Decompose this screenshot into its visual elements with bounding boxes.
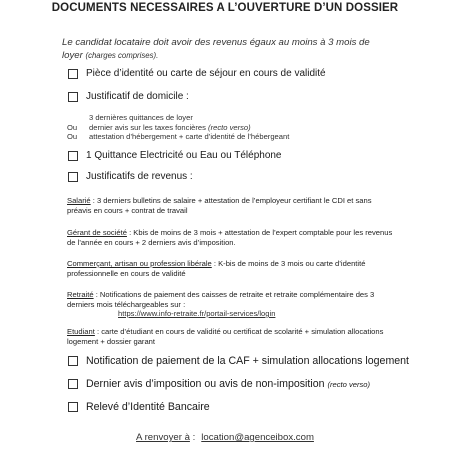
domicile-option-1: 3 dernières quittances de loyer — [89, 113, 193, 122]
domicile-options — [67, 113, 289, 142]
retraite-link-line — [118, 309, 378, 319]
intro-text — [62, 37, 370, 62]
checkbox-income[interactable] — [68, 172, 78, 182]
footer-email[interactable]: location@agenceibox.com — [201, 432, 314, 443]
checkbox-caf[interactable] — [68, 356, 78, 366]
footer: A renvoyer à : location@agenceibox.com — [136, 432, 314, 443]
intro-line-1: Le candidat locataire doit avoir des revenus égaux au moins à 3 mois de — [62, 37, 370, 48]
item-rib: Relevé d’Identité Bancaire — [86, 401, 210, 413]
item-identity: Pièce d’identité ou carte de séjour en cours de validité — [86, 68, 326, 79]
income-commercant: Commerçant, artisan ou profession libérale : K-bis de moins de 3 mois ou carte d’identité professionnelle en cours de validité — [67, 259, 366, 278]
income-etudiant: Etudiant : carte d’étudiant en cours de validité ou certificat de scolarité + simulation allocations logement + dossier garant — [67, 327, 384, 346]
intro-charges-note: (charges comprises). — [85, 50, 159, 60]
checkbox-utility[interactable] — [68, 151, 78, 161]
checkbox-domicile[interactable] — [68, 92, 78, 102]
page-title: DOCUMENTS NECESSAIRES A L’OUVERTURE D’UN DOSSIER — [51, 2, 399, 14]
income-retraite: Retraité : Notifications de paiement des caisses de retraite et retraite complémentaire des 3 derniers mois téléchargeables sur : — [67, 290, 375, 309]
item-caf: Notification de paiement de la CAF + simulation allocations logement — [86, 355, 409, 367]
item-income: Justificatifs de revenus : — [86, 171, 193, 182]
domicile-option-2: Ou dernier avis sur les taxes foncières (recto verso) — [67, 122, 251, 132]
checkbox-rib[interactable] — [68, 402, 78, 412]
item-tax: Dernier avis d’imposition ou avis de non-imposition (recto verso) — [86, 378, 371, 390]
tax-note: (recto verso) — [327, 380, 371, 389]
footer-label: A renvoyer à — [136, 432, 190, 443]
domicile-option-3: Ou attestation d’hébergement + carte d’identité de l’hébergeant — [67, 132, 290, 142]
income-salarie: Salarié : 3 derniers bulletins de salaire + attestation de l’employeur certifiant le CDI et sans préavis en cours + contrat de travail — [67, 196, 372, 215]
intro-line-2 — [62, 50, 370, 63]
checkbox-tax[interactable] — [68, 379, 78, 389]
checkbox-identity[interactable] — [68, 69, 78, 79]
item-domicile: Justificatif de domicile : — [86, 91, 189, 102]
income-gerant: Gérant de société : Kbis de moins de 3 mois + attestation de l’expert comptable pour les revenus de l’année en cours + 2 derniers avis d’imposition. — [67, 228, 393, 247]
item-utility: 1 Quittance Electricité ou Eau ou Téléphone — [86, 150, 282, 161]
intro-line-2-main: loyer — [62, 49, 83, 61]
retraite-link[interactable]: https://www.info-retraite.fr/portail-services/login — [118, 309, 276, 318]
